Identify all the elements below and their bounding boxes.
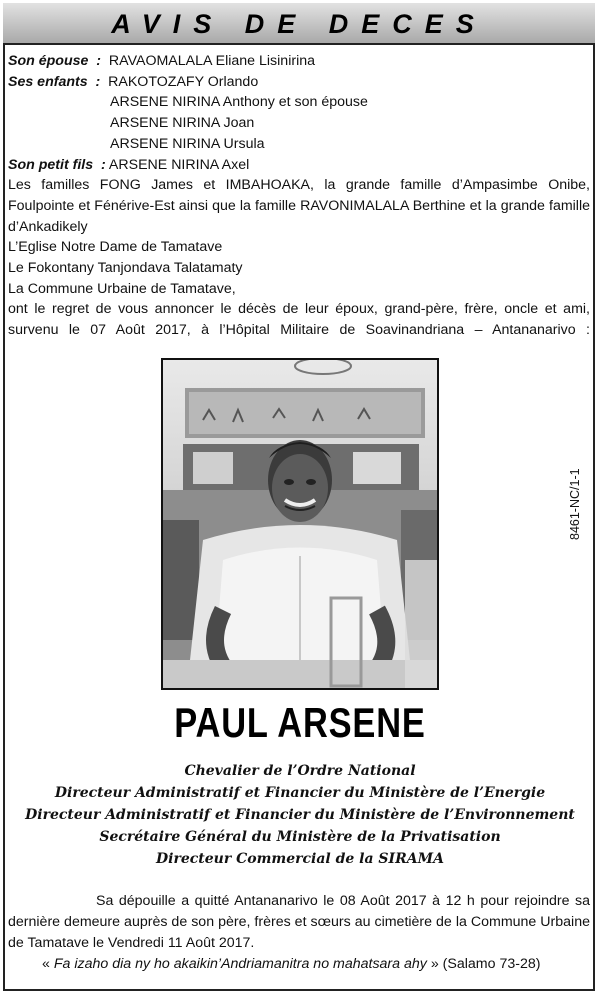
- children-line: Ses enfants : RAKOTOZAFY Orlando: [8, 73, 259, 90]
- portrait-illustration: [163, 360, 437, 688]
- deceased-title: Directeur Administratif et Financier du Ministère de l’Environnement: [25, 807, 575, 823]
- spouse-label: Son épouse: [8, 53, 89, 69]
- child-name: ARSENE NIRINA Joan: [110, 115, 255, 132]
- deceased-title: Chevalier de l’Ordre National: [184, 763, 416, 779]
- child-line: [8, 92, 590, 113]
- children-label: Ses enfants: [8, 73, 88, 90]
- deceased-title: Directeur Administratif et Financier du Ministère de l’Energie: [54, 785, 546, 801]
- church-text: L’Eglise Notre Dame de Tamatave: [8, 239, 223, 256]
- child-line: [8, 113, 590, 134]
- grandchild-name: ARSENE NIRINA Axel: [108, 156, 250, 173]
- psalm-quote: [8, 954, 590, 975]
- announcement-text: survenu le 07 Août 2017, à l’Hôpital Militaire de Soavinandriana – Antananarivo :: [8, 322, 590, 339]
- families-text: Les familles FONG James et IMBAHOAKA, la grande famille d’Ampasimbe Onibe,: [8, 177, 590, 194]
- deceased-title: Directeur Commercial de la SIRAMA: [156, 851, 444, 867]
- notice-title: AVIS DE DECES: [111, 9, 487, 39]
- grandchild-label: Son petit fils: [8, 156, 94, 173]
- spouse-name: RAVAOMALALA Eliane Lisinirina: [108, 53, 315, 69]
- deceased-title: Secrétaire Général du Ministère de la Privatisation: [99, 829, 501, 845]
- notice-banner: [3, 3, 595, 45]
- child-name: RAKOTOZAFY Orlando: [108, 73, 259, 90]
- closing-section: [8, 891, 590, 975]
- child-name: ARSENE NIRINA Anthony et son épouse: [110, 94, 368, 111]
- funeral-paragraph: Sa dépouille a quitté Antananarivo le 08 Août 2017 à 12 h pour rejoindre sa dernière demeure auprès de son père, frères et sœurs au cimetière de la Commune Urbaine de Tamatave le Vendredi 11 Août 2017.: [8, 893, 590, 951]
- fokontany-text: Le Fokontany Tanjondava Talatamaty: [8, 260, 243, 277]
- family-section: [8, 51, 590, 341]
- quote-open: «: [42, 956, 50, 972]
- families-text: Foulpointe et Fénérive-Est ainsi que la famille RAVONIMALALA Berthine et la grande famille: [8, 197, 590, 214]
- deceased-name: PAUL ARSENE: [174, 699, 426, 746]
- quote-text: Fa izaho dia ny ho akaikin’Andriamanitra no mahatsara ahy: [53, 956, 427, 972]
- quote-close: »: [430, 956, 439, 972]
- portrait-photo: [161, 358, 439, 690]
- child-line: [8, 134, 590, 155]
- spouse-line: Son épouse : RAVAOMALALA Eliane Lisinirina: [8, 53, 315, 69]
- grandchild-line: Son petit fils : ARSENE NIRINA Axel: [8, 156, 250, 173]
- quote-reference: (Salamo 73-28): [442, 956, 541, 972]
- deceased-titles: [0, 760, 600, 870]
- announcement-text: ont le regret de vous annoncer le décès de leur époux, grand-père, frère, oncle et ami,: [8, 301, 590, 318]
- ad-reference-code: 8461-NC/1-1: [568, 468, 582, 540]
- families-text: d’Ankadikely: [8, 218, 88, 235]
- child-name: ARSENE NIRINA Ursula: [110, 135, 265, 152]
- commune-text: La Commune Urbaine de Tamatave,: [8, 280, 236, 297]
